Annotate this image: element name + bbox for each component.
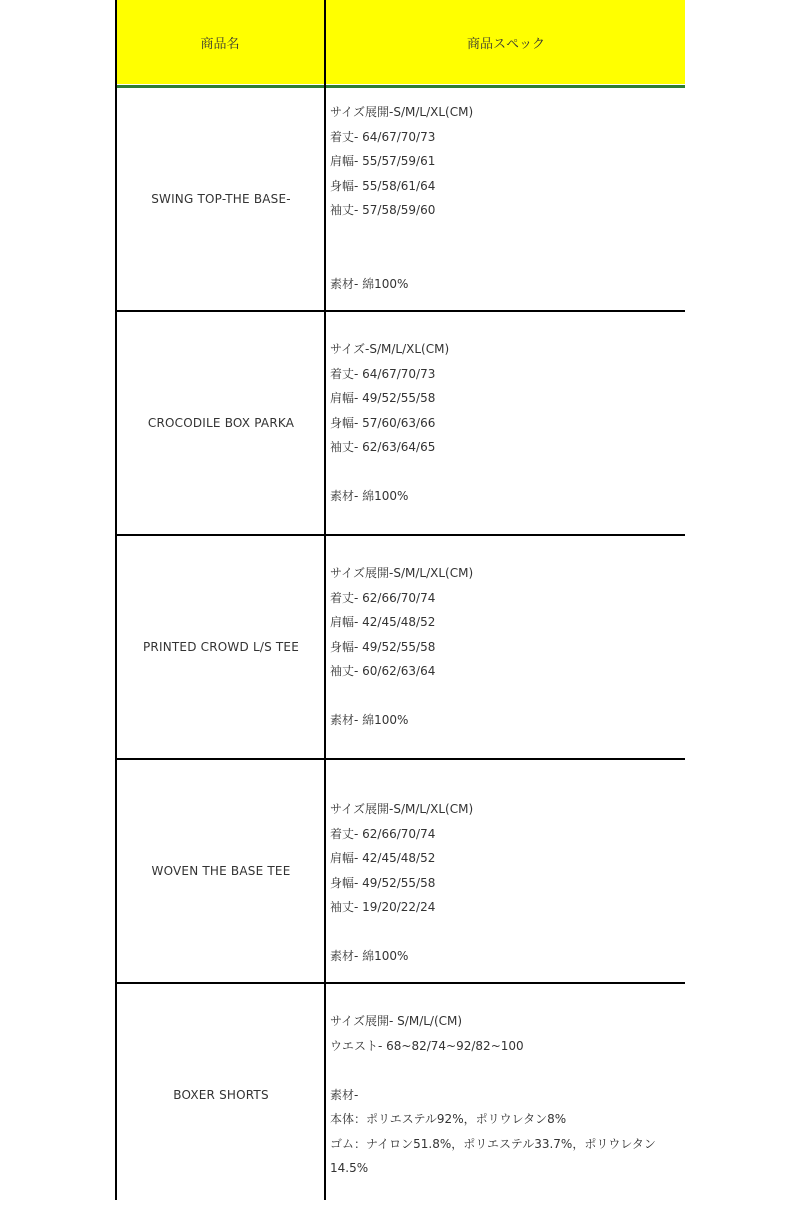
spec-line: 身幅- 55/58/61/64 [330,178,436,193]
header-product-spec: 商品スペック [466,36,545,52]
spec-line: サイズ-S/M/L/XL(CM) [330,342,450,356]
product-name: SWING TOP-THE BASE- [151,192,291,206]
product-spec [330,100,680,296]
spec-line: サイズ展開-S/M/L/XL(CM) [330,802,474,816]
material-line: 素材- 綿100% [330,949,409,963]
spec-line: 身幅- 57/60/63/66 [330,415,436,430]
spec-line: 袖丈- 62/63/64/65 [330,440,436,454]
material-line: 素材- [330,1087,359,1102]
product-spec [330,337,680,509]
product-name: CROCODILE BOX PARKA [147,416,295,430]
spec-line: 肩幅- 42/45/48/52 [330,851,436,865]
material-line: 素材- 綿100% [330,489,409,503]
spec-line: サイズ展開-S/M/L/XL(CM) [330,105,474,119]
spec-line: ウエスト- 68~82/74~92/82~100 [330,1038,524,1053]
spec-line: サイズ展開- S/M/L/(CM) [330,1014,463,1028]
header-product-name: 商品名 [200,36,240,52]
product-name: PRINTED CROWD L/S TEE [143,640,299,654]
spec-line: 着丈- 62/66/70/74 [330,590,436,605]
spec-line: 着丈- 62/66/70/74 [330,826,436,841]
material-line: ゴム：ナイロン51.8%，ポリエステル33.7%，ポリウレタン14.5% [330,1136,656,1175]
spec-line: 着丈- 64/67/70/73 [330,366,436,381]
product-spec [330,561,680,733]
spec-line: 袖丈- 57/58/59/60 [330,203,436,217]
product-spec [330,1009,680,1181]
product-name: WOVEN THE BASE TEE [151,864,291,878]
spec-line: 肩幅- 49/52/55/58 [330,391,436,405]
spec-line: 肩幅- 55/57/59/61 [330,154,436,168]
material-line: 素材- 綿100% [330,713,409,727]
spec-line: 肩幅- 42/45/48/52 [330,615,436,629]
material-line: 本体：ポリエステル92%，ポリウレタン8% [330,1112,567,1126]
product-spec-table [115,0,685,1200]
spec-line: サイズ展開-S/M/L/XL(CM) [330,566,474,580]
spec-line: 袖丈- 19/20/22/24 [330,900,436,914]
product-name: BOXER SHORTS [173,1088,269,1102]
spec-line: 袖丈- 60/62/63/64 [330,664,436,678]
product-spec [330,797,680,969]
spec-line: 身幅- 49/52/55/58 [330,875,436,890]
spec-line: 着丈- 64/67/70/73 [330,129,436,144]
spec-line: 身幅- 49/52/55/58 [330,639,436,654]
material-line: 素材- 綿100% [330,276,409,291]
